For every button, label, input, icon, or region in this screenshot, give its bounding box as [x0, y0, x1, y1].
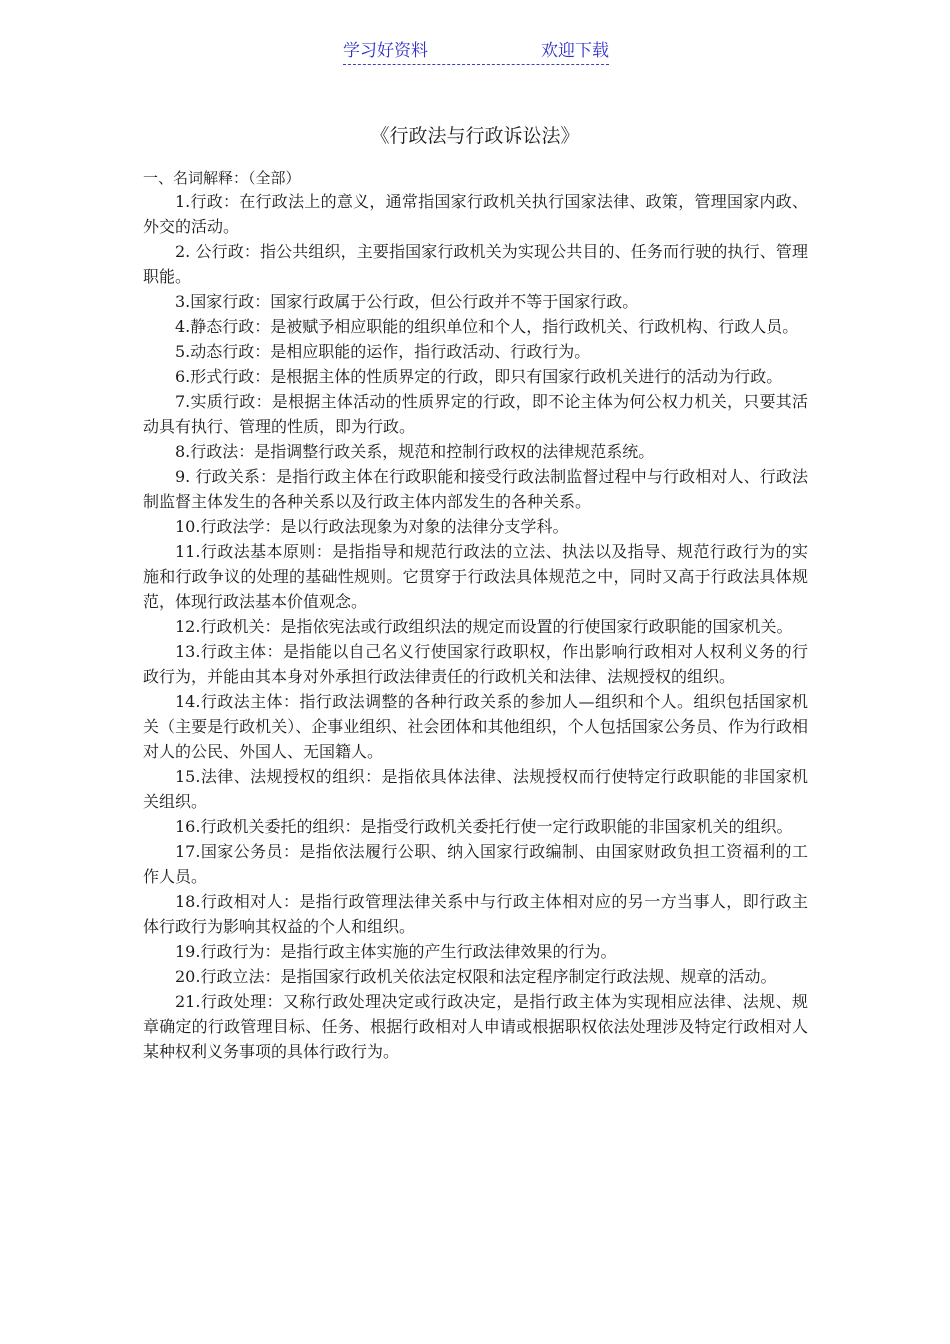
term-paragraph: [143, 939, 808, 964]
term-name: 法律、法规授权的组织：: [200, 767, 382, 786]
term-definition: 是指能以自己名义行使国家行政职权，作出影响行政相对人权利义务的行政行为，并能由其本身对外承担行政法律责任的行政机关和法律、法规授权的组织。: [143, 642, 808, 686]
term-number: 10.: [175, 517, 201, 536]
term-paragraph: [143, 239, 808, 289]
term-number: 17.: [175, 842, 201, 861]
term-paragraph: [143, 314, 808, 339]
document-title: 《行政法与行政诉讼法》: [370, 125, 580, 147]
term-name: 静态行政：: [190, 317, 271, 336]
term-number: 3.: [175, 292, 191, 311]
term-name: 实质行政：: [190, 392, 272, 411]
term-number: 7.: [175, 392, 191, 411]
term-paragraph: [143, 814, 808, 839]
term-paragraph: [143, 289, 808, 314]
term-paragraph: [143, 189, 808, 239]
term-name: 行政行为：: [200, 942, 281, 961]
section-heading: 一、名词解释：（全部）: [143, 169, 301, 187]
term-paragraph: [143, 889, 808, 939]
term-name: 行政处理：: [200, 992, 283, 1011]
term-number: 5.: [175, 342, 191, 361]
term-list: [143, 189, 808, 1064]
term-definition: 国家行政属于公行政，但公行政并不等于国家行政。: [270, 292, 639, 311]
header-right-link[interactable]: 欢迎下载: [541, 41, 609, 61]
term-number: 1.: [175, 192, 191, 211]
term-paragraph: [143, 689, 808, 764]
term-definition: 是指调整行政关系，规范和控制行政权的法律规范系统。: [254, 442, 655, 461]
term-name: 行政机关委托的组织：: [200, 817, 361, 836]
term-definition: 是指行政主体在行政职能和接受行政法制监督过程中与行政相对人、行政法制监督主体发生的各种关系以及行政主体内部发生的各种关系。: [143, 467, 808, 511]
term-paragraph: [143, 839, 808, 889]
term-name: 形式行政：: [190, 367, 271, 386]
term-paragraph: [143, 339, 808, 364]
term-definition: 是指受行政机关委托行使一定行政职能的非国家机关的组织。: [360, 817, 793, 836]
term-paragraph: [143, 439, 808, 464]
term-paragraph: [143, 364, 808, 389]
term-number: 18.: [175, 892, 201, 911]
term-definition: 是指指导和规范行政法的立法、执法以及指导、规范行政行为的实施和行政争议的处理的基础性规则。它贯穿于行政法具体规范之中，同时又高于行政法具体规范，体现行政法基本价值观念。: [143, 542, 808, 611]
term-definition: 又称行政处理决定或行政决定，是指行政主体为实现相应法律、法规、规章确定的行政管理目标、任务、根据行政相对人申请或根据职权依法处理涉及特定行政相对人某种权利义务事项的具体行政行为。: [143, 992, 808, 1061]
term-number: 20.: [175, 967, 201, 986]
term-definition: 是指依宪法或行政组织法的规定而设置的行使国家行政职能的国家机关。: [280, 617, 793, 636]
term-number: 8.: [175, 442, 191, 461]
term-paragraph: [143, 464, 808, 514]
term-number: 4.: [175, 317, 191, 336]
term-name: 行政法学：: [200, 517, 281, 536]
term-number: 16.: [175, 817, 201, 836]
term-paragraph: [143, 639, 808, 689]
term-paragraph: [143, 614, 808, 639]
term-name: 行政相对人：: [200, 892, 300, 911]
header-left-link[interactable]: 学习好资料: [343, 41, 428, 61]
term-paragraph: [143, 989, 808, 1064]
term-name: 行政主体：: [200, 642, 283, 661]
term-number: 2.: [175, 242, 196, 261]
term-number: 13.: [175, 642, 201, 661]
term-number: 11.: [175, 542, 201, 561]
term-definition: 指行政法调整的各种行政关系的参加人—组织和个人。组织包括国家机关（主要是行政机关）、企事业组织、社会团体和其他组织，个人包括国家公务员、作为行政相对人的公民、外国人、无国籍人。: [143, 692, 808, 761]
term-paragraph: [143, 764, 808, 814]
term-paragraph: [143, 964, 808, 989]
term-name: 行政立法：: [200, 967, 281, 986]
term-definition: 是指行政主体实施的产生行政法律效果的行为。: [280, 942, 617, 961]
term-definition: 指公共组织，主要指国家行政机关为实现公共目的、任务而行驶的执行、管理职能。: [143, 242, 808, 286]
term-name: 行政：: [190, 192, 240, 211]
term-paragraph: [143, 514, 808, 539]
term-paragraph: [143, 389, 808, 439]
term-name: 行政法基本原则：: [200, 542, 333, 561]
term-number: 14.: [175, 692, 201, 711]
term-definition: 是根据主体活动的性质界定的行政，即不论主体为何公权力机关，只要其活动具有执行、管理的性质，即为行政。: [143, 392, 808, 436]
term-definition: 在行政法上的意义，通常指国家行政机关执行国家法律、政策，管理国家内政、外交的活动。: [143, 192, 808, 236]
term-name: 动态行政：: [190, 342, 271, 361]
term-name: 国家行政：: [190, 292, 271, 311]
term-name: 行政机关：: [200, 617, 281, 636]
term-definition: 是以行政法现象为对象的法律分支学科。: [280, 517, 569, 536]
term-name: 国家公务员：: [200, 842, 300, 861]
term-number: 6.: [175, 367, 191, 386]
term-number: 12.: [175, 617, 201, 636]
term-definition: 是指依具体法律、法规授权而行使特定行政职能的非国家机关组织。: [143, 767, 808, 811]
term-definition: 是指行政管理法律关系中与行政主体相对应的另一方当事人，即行政主体行政行为影响其权益的个人和组织。: [143, 892, 808, 936]
term-number: 15.: [175, 767, 201, 786]
term-definition: 是指国家行政机关依法定权限和法定程序制定行政法规、规章的活动。: [280, 967, 777, 986]
document-body: [143, 167, 808, 1064]
term-definition: 是指依法履行公职、纳入国家行政编制、由国家财政负担工资福利的工作人员。: [143, 842, 808, 886]
term-number: 9.: [175, 467, 196, 486]
term-name: 行政法主体：: [200, 692, 300, 711]
term-name: 公行政：: [195, 242, 260, 261]
term-name: 行政法：: [190, 442, 255, 461]
page-header: [343, 38, 609, 65]
term-definition: 是相应职能的运作，指行政活动、行政行为。: [270, 342, 591, 361]
term-name: 行政关系：: [195, 467, 277, 486]
term-definition: 是被赋予相应职能的组织单位和个人，指行政机关、行政机构、行政人员。: [270, 317, 799, 336]
term-number: 19.: [175, 942, 201, 961]
term-definition: 是根据主体的性质界定的行政，即只有国家行政机关进行的活动为行政。: [270, 367, 783, 386]
term-paragraph: [143, 539, 808, 614]
term-number: 21.: [175, 992, 201, 1011]
